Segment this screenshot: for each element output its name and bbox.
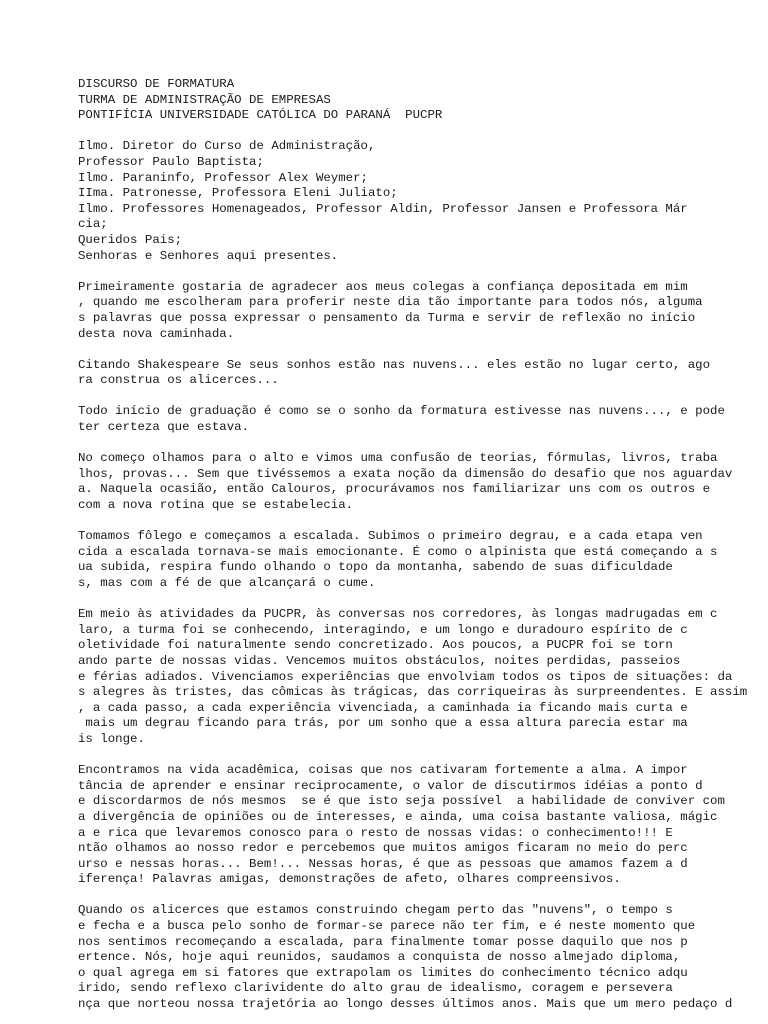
paragraph-line: e férias adiados. Vivenciamos experiências que envolviam todos os tipos de situações: da [78, 669, 733, 684]
paragraph-beginning [78, 451, 768, 513]
salutation-line: Ilmo. Professores Homenageados, Professor Aldin, Professor Jansen e Professora Már [78, 201, 688, 216]
paragraph-academic-life [78, 763, 768, 888]
paragraph-line: desta nova caminhada. [78, 326, 235, 341]
salutation-line: Senhoras e Senhores aqui presentes. [78, 248, 339, 263]
salutation-line: cia; [78, 217, 108, 232]
paragraph-line: nos sentimos recomeçando a escalada, para finalmente tomar posse daquilo que nos p [78, 934, 688, 949]
salutation-line: IIma. Patronesse, Professora Eleni Juliato; [78, 186, 398, 201]
paragraph-line: s, mas com a fé de que alcançará o cume. [78, 576, 376, 590]
paragraph-line: oletividade foi naturalmente sendo concretizado. Aos poucos, a PUCPR foi se torn [78, 638, 673, 653]
paragraph-line: ua subida, respira fundo olhando o topo da montanha, sabendo de suas dificuldade [78, 560, 673, 575]
paragraph-foundations [78, 903, 768, 1012]
paragraph-line: com a nova rotina que se estabelecia. [78, 498, 354, 513]
paragraph-climb [78, 529, 768, 591]
paragraph-line: iferença! Palavras amigas, demonstrações de afeto, olhares compreensivos. [78, 872, 621, 887]
paragraph-line: , a cada passo, a cada experiência vivenciada, a caminhada ia ficando mais curta e [78, 700, 688, 715]
salutation-line: Ilmo. Diretor do Curso de Administração, [78, 139, 376, 154]
salutation-line: Ilmo. Paraninfo, Professor Alex Weymer; [78, 170, 368, 185]
document-text [78, 77, 768, 1024]
paragraph-line: tância de aprender e ensinar reciprocamente, o valor de discutirmos idéias a ponto d [78, 778, 703, 793]
paragraph-line: s palavras que possa expressar o pensamento da Turma e servir de reflexão no início [78, 310, 696, 325]
paragraph-pucpr-activities [78, 607, 768, 747]
paragraph-line: ando parte de nossas vidas. Vencemos muitos obstáculos, noites perdidas, passeios [78, 653, 681, 668]
paragraph-line: laro, a turma foi se conhecendo, interagindo, e um longo e duradouro espírito de c [78, 622, 688, 637]
salutations [78, 139, 768, 264]
paragraph-graduation-start [78, 404, 768, 435]
paragraph-line: ertence. Nós, hoje aqui reunidos, saudamos a conquista de nosso almejado diploma, [78, 950, 681, 965]
paragraph-line: lhos, provas... Sem que tivéssemos a exata noção da dimensão do desafio que nos aguardav [78, 466, 733, 481]
paragraph-line: nça que norteou nossa trajetória ao longo desses últimos anos. Mais que um mero pedaço d [78, 997, 733, 1012]
paragraph-line: ter certeza que estava. [78, 420, 250, 435]
paragraph-line: Em meio às atividades da PUCPR, às conversas nos corredores, às longas madrugadas em c [78, 607, 718, 622]
paragraph-line: Primeiramente gostaria de agradecer aos meus colegas a confiança depositada em mim [78, 279, 688, 294]
paragraph-line: irido, sendo reflexo clarividente do alto grau de idealismo, coragem e persevera [78, 981, 673, 996]
paragraph-line: o qual agrega em si fatores que extrapolam os limites do conhecimento técnico adqu [78, 965, 688, 980]
paragraph-line: Tomamos fôlego e começamos a escalada. Subimos o primeiro degrau, e a cada etapa ven [78, 529, 703, 544]
paragraph-gratitude [78, 280, 768, 342]
paragraph-line: a e rica que levaremos conosco para o resto de nossas vidas: o conhecimento!!! E [78, 825, 673, 840]
heading-line: PONTIFÍCIA UNIVERSIDADE CATÓLICA DO PARANÁ PUCPR [78, 108, 443, 123]
paragraph-shakespeare-quote [78, 358, 768, 389]
paragraph-line: Todo início de graduação é como se o sonho da formatura estivesse nas nuvens..., e pode [78, 404, 725, 419]
salutation-line: Professor Paulo Baptista; [78, 154, 264, 169]
paragraph-line: urso e nessas horas... Bem!... Nessas horas, é que as pessoas que amamos fazem a d [78, 856, 688, 871]
paragraph-line: , quando me escolheram para proferir neste dia tão importante para todos nós, alguma [78, 295, 703, 310]
paragraph-line: e fecha e a busca pelo sonho de formar-se parece não ter fim, e é neste momento que [78, 919, 696, 934]
paragraph-line: No começo olhamos para o alto e vimos uma confusão de teorias, fórmulas, livros, traba [78, 451, 718, 466]
heading-line: DISCURSO DE FORMATURA [78, 77, 235, 91]
paragraph-line: s alegres às tristes, das cômicas às trágicas, das corriqueiras às surpreendentes. E assim [78, 685, 748, 700]
paragraph-line: ra construa os alicerces... [78, 373, 279, 388]
paragraph-line: a. Naquela ocasião, então Calouros, procurávamos nos familiarizar uns com os outros e [78, 482, 711, 497]
paragraph-line: cida a escalada tornava-se mais emocionante. É como o alpinista que está começando a s [78, 544, 718, 559]
paragraph-line: Encontramos na vida acadêmica, coisas que nos cativaram fortemente a alma. A impor [78, 763, 688, 778]
paragraph-line: mais um degrau ficando para trás, por um sonho que a essa altura parecia estar ma [78, 716, 688, 731]
salutation-line: Queridos Pais; [78, 232, 183, 247]
paragraph-line: Citando Shakespeare Se seus sonhos estão nas nuvens... eles estão no lugar certo, ago [78, 357, 711, 372]
paragraph-line: is longe. [78, 731, 145, 746]
paragraph-line: ntão olhamos ao nosso redor e percebemos que muitos amigos ficaram no meio do perc [78, 841, 688, 856]
paragraph-line: e discordarmos de nós mesmos se é que isto seja possível a habilidade de conviver com [78, 794, 725, 809]
paragraph-line: a divergência de opiniões ou de interesses, e ainda, uma coisa bastante valiosa, mágic [78, 809, 718, 824]
heading-line: TURMA DE ADMINISTRAÇÃO DE EMPRESAS [78, 92, 331, 107]
document-heading [78, 77, 768, 124]
paragraph-line: Quando os alicerces que estamos construindo chegam perto das "nuvens", o tempo s [78, 903, 673, 918]
